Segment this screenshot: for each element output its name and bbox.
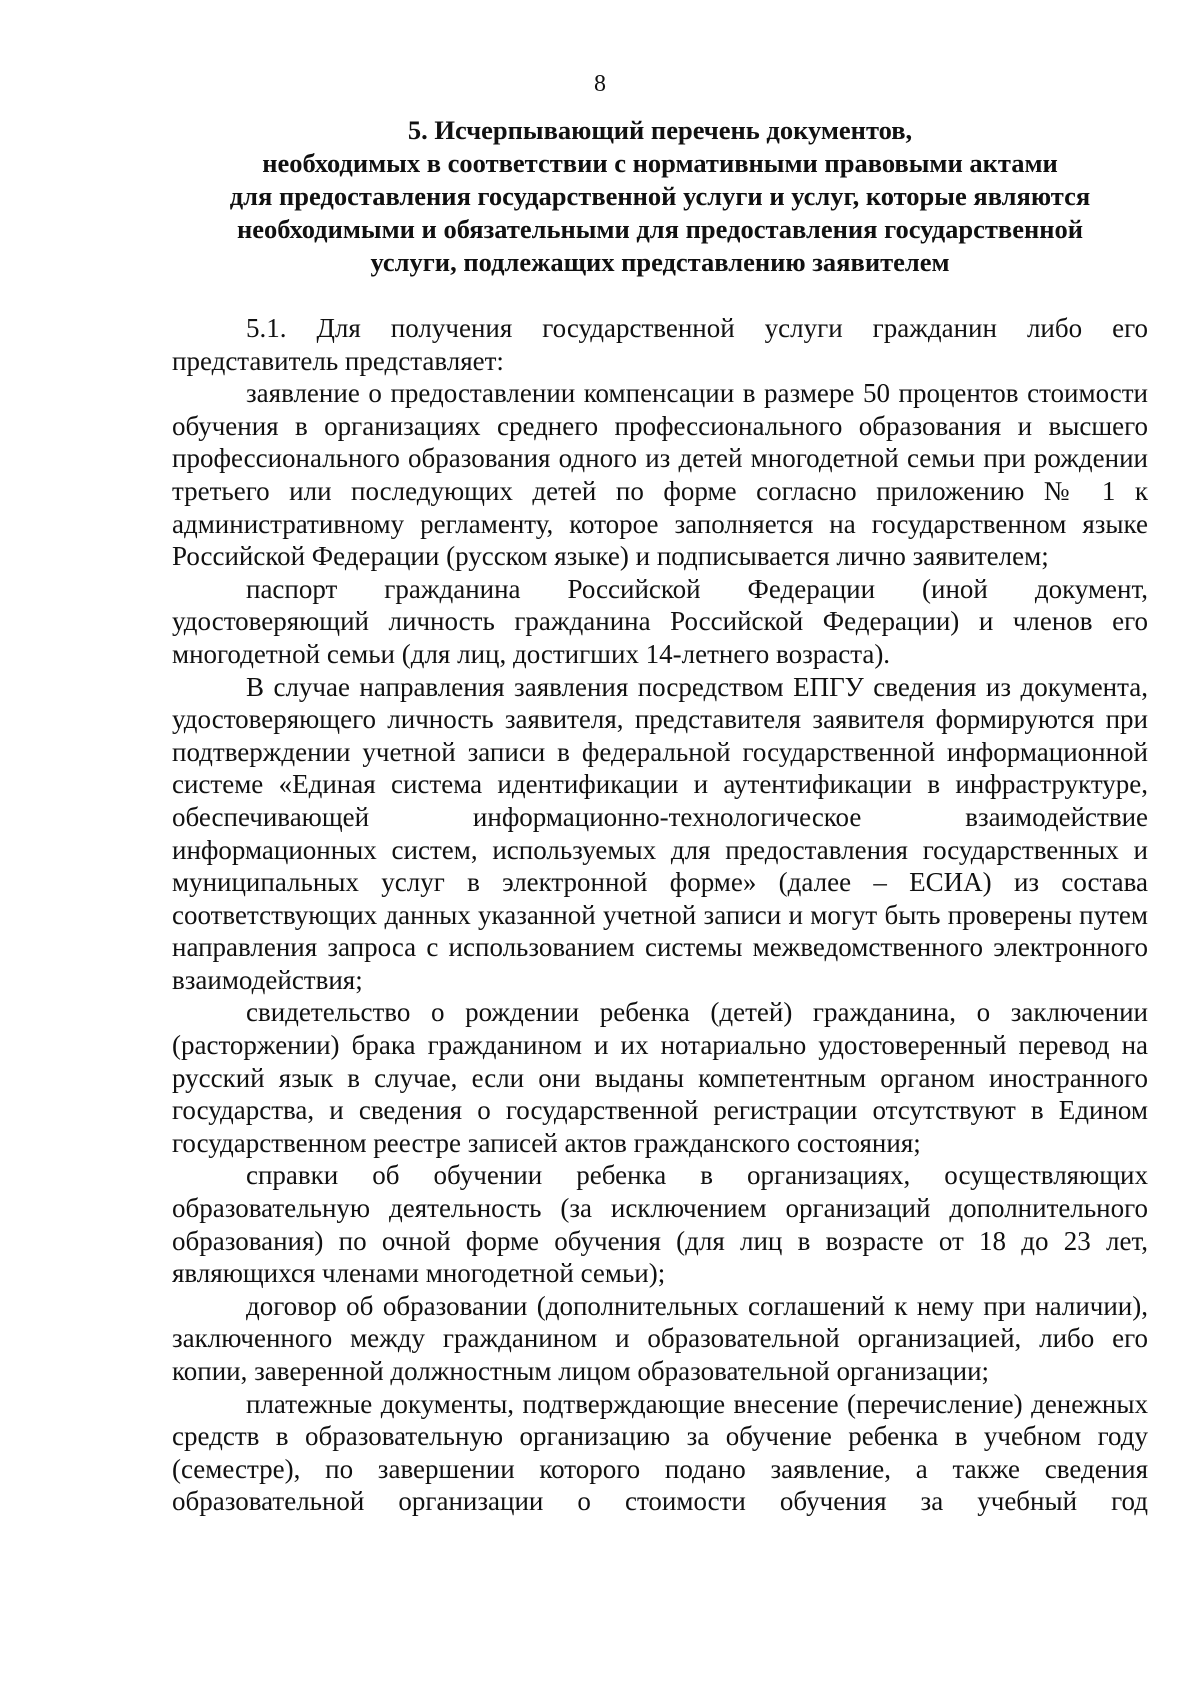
paragraph-education-contract: договор об образовании (дополнительных соглашений к нему при наличии), заключенного между гражданином и образовательной организацией, либо его копии, заверенной должностным лицом образовательной организации; <box>172 1290 1148 1386</box>
paragraph-study-certificates: справки об обучении ребенка в организациях, осуществляющих образовательную деятельность (за исключением организаций дополнительного образования) по очной форме обучения (для лиц в возрасте от 18 до 23 лет, являющихся членами многодетной семьи); <box>172 1160 1148 1289</box>
heading-line: необходимыми и обязательными для предоставления государственной <box>236 214 1084 244</box>
heading-line: необходимых в соответствии с нормативными правовыми актами <box>262 148 1058 178</box>
body-text <box>172 312 1148 1518</box>
paragraph-payment-documents: платежные документы, подтверждающие внесение (перечисление) денежных средств в образовательную организацию за обучение ребенка в учебном году (семестре), по завершении которого подано заявление, а также сведения образовательной организации о стоимости обучения за учебный год <box>172 1388 1148 1517</box>
paragraph-birth-certificate: свидетельство о рождении ребенка (детей) гражданина, о заключении (расторжении) брака гражданином и их нотариально удостоверенный перевод на русский язык в случае, если они выданы компетентным органом иностранного государства, и сведения о государственной регистрации отсутствуют в Едином государственном реестре записей актов гражданского состояния; <box>172 997 1148 1158</box>
heading-line: 5. Исчерпывающий перечень документов, <box>407 115 913 145</box>
paragraph-application: заявление о предоставлении компенсации в размере 50 процентов стоимости обучения в организациях среднего профессионального образования и высшего профессионального образования одного из детей многодетной семьи при рождении третьего или последующих детей по форме согласно приложению № 1 к административному регламенту, которое заполняется на государственном языке Российской Федерации (русском языке) и подписывается лично заявителем; <box>172 378 1148 572</box>
heading-line: для предоставления государственной услуги и услуг, которые являются <box>229 181 1091 211</box>
paragraph-5-1: 5.1. Для получения государственной услуги гражданин либо его представитель представляет: <box>172 313 1148 376</box>
paragraph-passport: паспорт гражданина Российской Федерации (иной документ, удостоверяющий личность гражданина Российской Федерации) и членов его многодетной семьи (для лиц, достигших 14-летнего возраста). <box>172 573 1148 669</box>
page-number: 8 <box>594 71 606 97</box>
section-heading <box>172 114 1148 279</box>
heading-line: услуги, подлежащих представлению заявителем <box>370 247 950 277</box>
paragraph-epgu: В случае направления заявления посредством ЕПГУ сведения из документа, удостоверяющего личность заявителя, представителя заявителя формируются при подтверждении учетной записи в федеральной государственной информационной системе «Единая система идентификации и аутентификации в инфраструктуре, обеспечивающей информационно-технологическое взаимодействие информационных систем, используемых для предоставления государственных и муниципальных услуг в электронной форме» (далее – ЕСИА) из состава соответствующих данных указанной учетной записи и могут быть проверены путем направления запроса с использованием системы межведомственного электронного взаимодействия; <box>172 671 1148 995</box>
